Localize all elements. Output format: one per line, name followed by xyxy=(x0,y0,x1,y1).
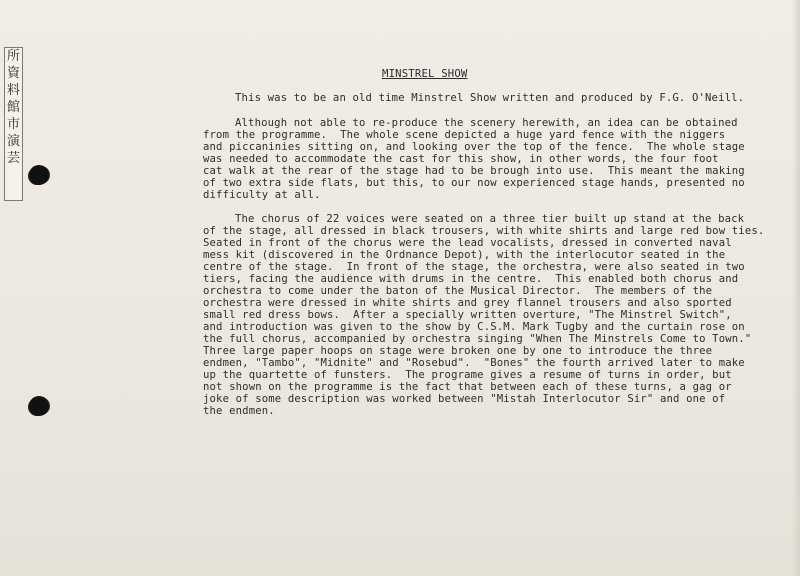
stamp-char: 館 xyxy=(6,100,20,115)
stamp-char: 料 xyxy=(6,83,20,98)
text-line: small red dress bows. After a specially written overture, "The Minstrel Switch", xyxy=(203,309,732,321)
text-line: endmen, "Tambo", "Midnite" and "Rosebud". "Bones" the fourth arrived later to make xyxy=(203,357,745,369)
text-line: from the programme. The whole scene depicted a huge yard fence with the niggers xyxy=(203,129,726,141)
page-edge-shadow xyxy=(792,0,800,576)
text-line: mess kit (discovered in the Ordnance Depot), with the interlocutor seated in the xyxy=(203,249,726,261)
text-line: This was to be an old time Minstrel Show written and produced by F.G. O'Neill. xyxy=(235,92,745,104)
text-line: centre of the stage. In front of the stage, the orchestra, were also seated in two xyxy=(203,261,745,273)
stamp-char: 演 xyxy=(6,134,20,149)
document-title: MINSTREL SHOW xyxy=(382,68,468,80)
text-line: cat walk at the rear of the stage had to be brough into use. This meant the making xyxy=(203,165,745,177)
text-line: tiers, facing the audience with drums in the centre. This enabled both chorus and xyxy=(203,273,739,285)
stamp-char: 所 xyxy=(6,49,20,64)
text-line: The chorus of 22 voices were seated on a three tier built up stand at the back xyxy=(235,213,745,225)
text-line: orchestra to come under the baton of the Musical Director. The members of the xyxy=(203,285,713,297)
text-line: Three large paper hoops on stage were broken one by one to introduce the three xyxy=(203,345,713,357)
punch-hole-top xyxy=(29,165,49,185)
text-line: orchestra were dressed in white shirts and grey flannel trousers and also sported xyxy=(203,297,732,309)
text-line: was needed to accommodate the cast for this show, in other words, the four foot xyxy=(203,153,719,165)
text-line: the endmen. xyxy=(203,405,275,417)
text-line: Seated in front of the chorus were the lead vocalists, dressed in converted naval xyxy=(203,237,732,249)
stamp-char: 資 xyxy=(6,66,20,81)
text-line: the full chorus, accompanied by orchestra singing "When The Minstrels Come to Town." xyxy=(203,333,752,345)
text-line: Although not able to re-produce the scenery herewith, an idea can be obtained xyxy=(235,117,738,129)
text-line: difficulty at all. xyxy=(203,189,321,201)
text-line: joke of some description was worked between "Mistah Interlocutor Sir" and one of xyxy=(203,393,726,405)
punch-hole-bottom xyxy=(29,396,49,416)
stamp-char: 芸 xyxy=(6,151,20,166)
text-line: and piccaninies sitting on, and looking over the top of the fence. The whole stage xyxy=(203,141,745,153)
text-line: and introduction was given to the show by C.S.M. Mark Tugby and the curtain rose on xyxy=(203,321,745,333)
text-line: up the quartette of funsters. The programe gives a resume of turns in order, but xyxy=(203,369,732,381)
library-stamp-label xyxy=(4,47,23,201)
stamp-char: 市 xyxy=(6,117,20,132)
text-line: not shown on the programme is the fact that between each of these turns, a gag or xyxy=(203,381,732,393)
text-line: of the stage, all dressed in black trousers, with white shirts and large red bow ties. xyxy=(203,225,765,237)
text-line: of two extra side flats, but this, to our now experienced stage hands, presented no xyxy=(203,177,745,189)
